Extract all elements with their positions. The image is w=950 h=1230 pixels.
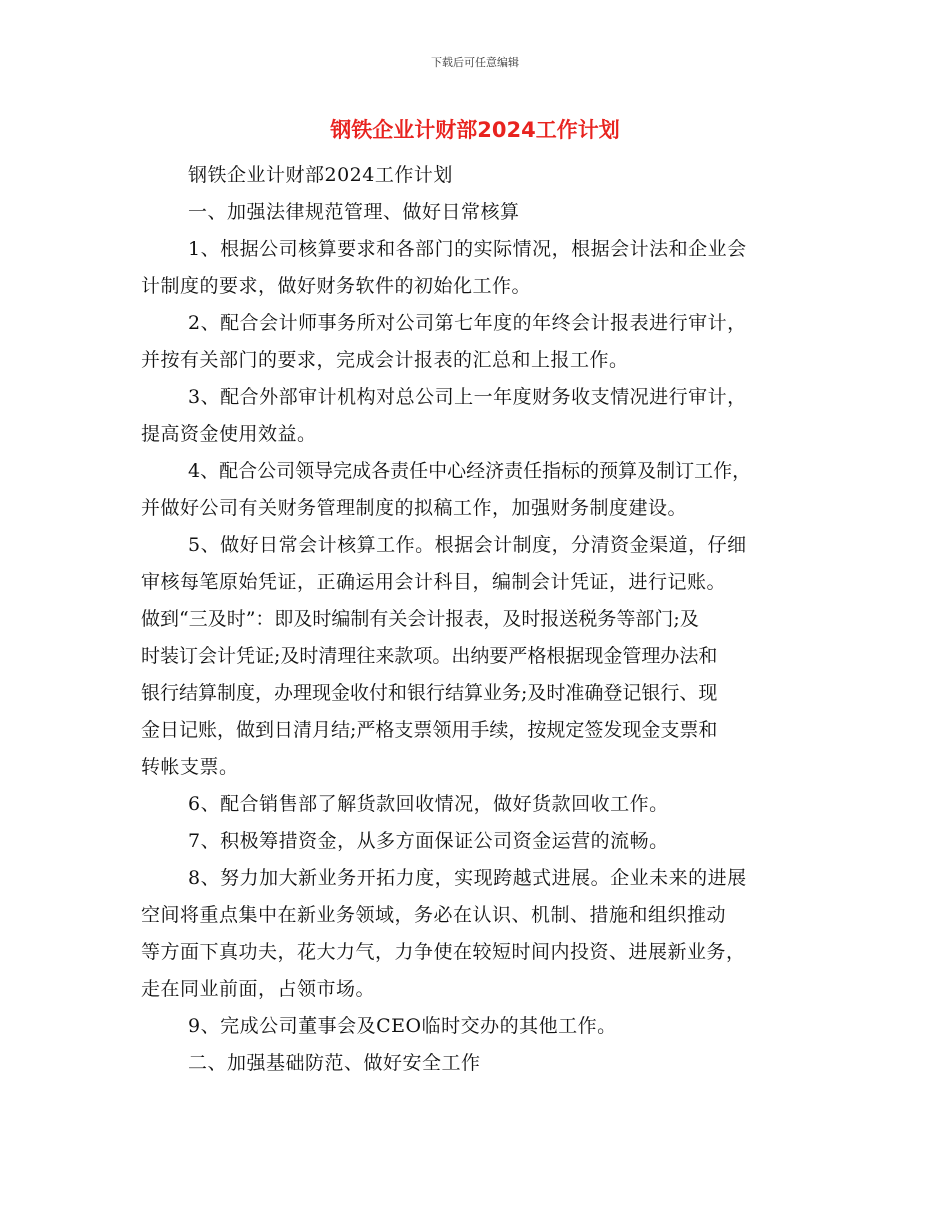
document-body [141, 157, 821, 1082]
paragraph-line: 做到“三及时”：即及时编制有关会计报表，及时报送税务等部门;及 [141, 608, 699, 630]
header-note: 下载后可任意编辑 [431, 56, 519, 69]
paragraph-line: 转帐支票。 [141, 756, 239, 778]
paragraph-line: 2、配合会计师事务所对公司第七年度的年终会计报表进行审计， [188, 312, 747, 334]
paragraph-line: 1、根据公司核算要求和各部门的实际情况，根据会计法和企业会 [188, 238, 747, 260]
section-heading: 一、加强法律规范管理、做好日常核算 [188, 201, 520, 223]
paragraph-line: 9、完成公司董事会及CEO临时交办的其他工作。 [188, 1015, 617, 1037]
paragraph-line: 银行结算制度，办理现金收付和银行结算业务;及时准确登记银行、现 [141, 682, 718, 704]
paragraph-line: 提高资金使用效益。 [141, 423, 317, 445]
paragraph-line: 7、积极筹措资金，从多方面保证公司资金运营的流畅。 [188, 830, 669, 852]
document-title: 钢铁企业计财部2024工作计划 [330, 118, 620, 142]
paragraph-line: 金日记账，做到日清月结;严格支票领用手续，按规定签发现金支票和 [141, 719, 718, 741]
paragraph-line: 3、配合外部审计机构对总公司上一年度财务收支情况进行审计， [188, 386, 747, 408]
paragraph-line: 4、配合公司领导完成各责任中心经济责任指标的预算及制订工作， [188, 460, 752, 482]
paragraph-line: 钢铁企业计财部2024工作计划 [188, 164, 453, 186]
paragraph-line: 空间将重点集中在新业务领域，务必在认识、机制、措施和组织推动 [141, 904, 727, 926]
paragraph-line: 5、做好日常会计核算工作。根据会计制度，分清资金渠道，仔细 [188, 534, 747, 556]
paragraph-line: 6、配合销售部了解货款回收情况，做好货款回收工作。 [188, 793, 669, 815]
paragraph-line: 走在同业前面，占领市场。 [141, 978, 376, 1000]
paragraph-line: 并做好公司有关财务管理制度的拟稿工作，加强财务制度建设。 [141, 497, 688, 519]
paragraph-line: 审核每笔原始凭证，正确运用会计科目，编制会计凭证，进行记账。 [141, 571, 727, 593]
paragraph-line: 计制度的要求，做好财务软件的初始化工作。 [141, 275, 532, 297]
paragraph-line: 并按有关部门的要求，完成会计报表的汇总和上报工作。 [141, 349, 629, 371]
section-heading: 二、加强基础防范、做好安全工作 [188, 1052, 481, 1074]
paragraph-line: 等方面下真功夫，花大力气，力争使在较短时间内投资、进展新业务， [141, 941, 746, 963]
paragraph-line: 8、努力加大新业务开拓力度，实现跨越式进展。企业未来的进展 [188, 867, 747, 889]
paragraph-line: 时装订会计凭证;及时清理往来款项。出纳要严格根据现金管理办法和 [141, 645, 718, 667]
